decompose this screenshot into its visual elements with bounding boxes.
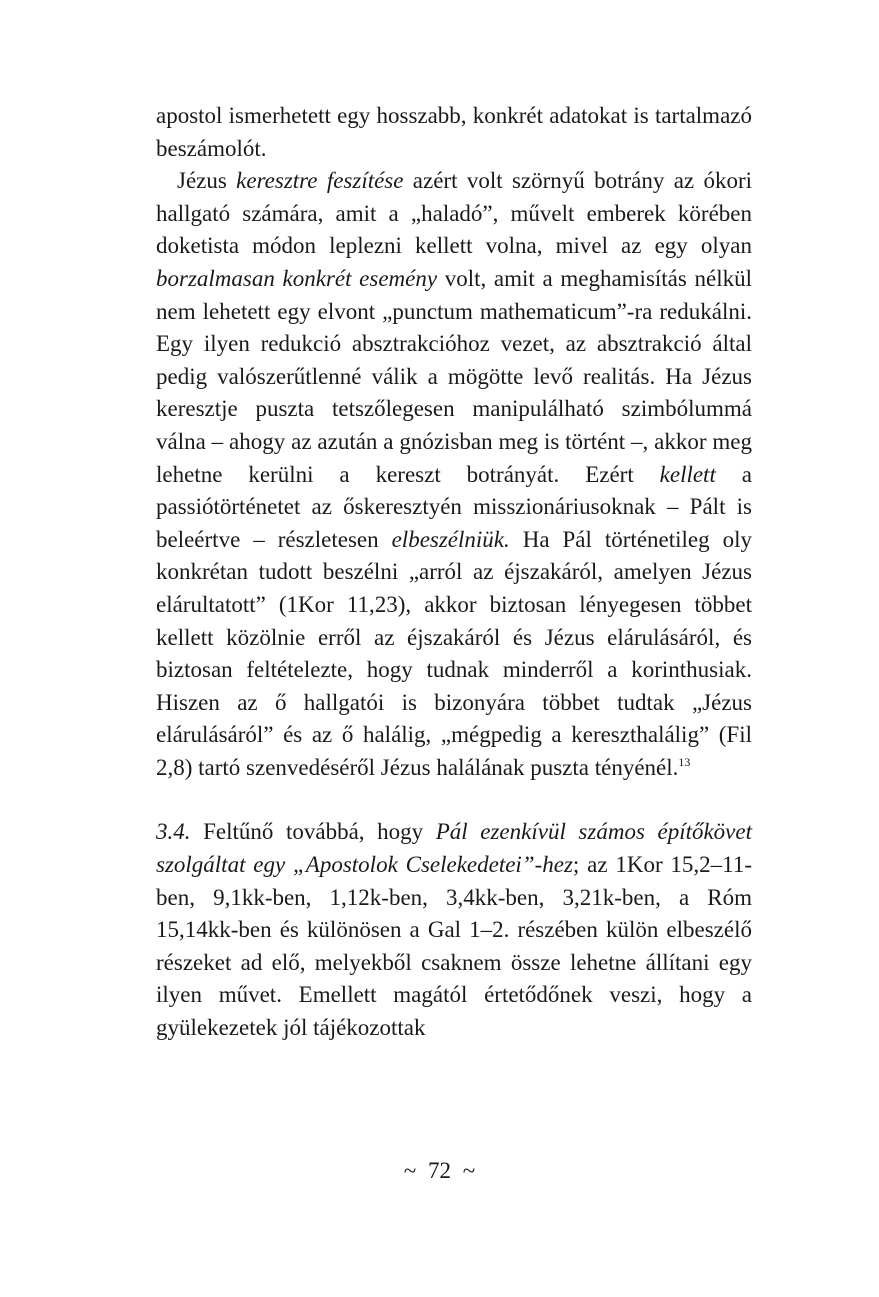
emphasis-run: keresztre feszítése (236, 168, 404, 194)
paragraph-continuation (156, 100, 752, 165)
emphasis-run: elbeszélniük. (391, 526, 510, 552)
text-run: Ha Pál történetileg oly konkrétan tudott beszélni „arról az éjszakáról, amelyen Jézus elárultatott” (1Kor 11,23), akkor biztosan lényegesen többet kellett közölnie erről az éjszakáról és Jézus elárulásáról, és biztosan feltételezte, hogy tudnak minderről a korinthusiak. Hiszen az ő hallgatói is bizonyára többet tudtak „Jézus elárulásáról” és az ő halálig, „mégpedig a kereszthalálig” (Fil 2,8) tartó szenvedéséről Jézus halálának puszta tényénél. (156, 526, 752, 780)
text-run: a passiótörténetet az őskeresztyén misszionáriusoknak – Pált is beleértve – részletesen (156, 461, 752, 552)
paragraph-crucifixion (156, 165, 752, 784)
paragraph-section-3-4 (156, 816, 752, 1044)
page-number: ~ 72 ~ (403, 1158, 476, 1183)
emphasis-run: borzalmasan konkrét esemény (156, 265, 438, 291)
text-run: Feltűnő továbbá, hogy (190, 819, 436, 845)
emphasis-run: Pál ezenkívül számos építőkövet szolgáltat egy „Apostolok Cselekedetei”-hez (156, 819, 752, 878)
page-body (156, 100, 752, 1045)
text-run: apostol ismerhetett egy hosszabb, konkrét adatokat is tartalmazó beszámolót. (156, 103, 752, 161)
emphasis-run: kellett (659, 461, 716, 487)
text-run: azért volt szörnyű botrány az ókori hallgató számára, amit a „haladó”, művelt emberek körében doketista módon leplezni kellett volna, mivel az egy olyan (156, 168, 752, 259)
text-run: volt, amit a meghamisítás nélkül nem lehetett egy elvont „punctum mathematicum”-ra redukálni. Egy ilyen redukció absztrakcióhoz vezet, az absztrakció által pedig valószerűtlenné válik a mögötte levő realitás. Ha Jézus keresztje puszta tetszőlegesen manipulálható szimbólummá válna – ahogy az azután a gnózisban meg is történt –, akkor meg lehetne kerülni a kereszt botrányát. Ezért (156, 265, 752, 487)
section-number: 3.4. (156, 819, 191, 845)
footnote-ref[interactable]: 13 (678, 754, 691, 769)
text-run: ; az 1Kor 15,2–11-ben, 9,1kk-ben, 1,12k-ben, 3,4kk-ben, 3,21k-ben, a Róm 15,14kk-ben és különösen a Gal 1–2. részében külön elbeszélő részeket ad elő, melyekből csaknem össze lehetne állítani egy ilyen művet. Emellett magától értetődőnek veszi, hogy a gyülekezetek jól tájékozottak (156, 852, 752, 1041)
text-run: Jézus (177, 168, 237, 194)
